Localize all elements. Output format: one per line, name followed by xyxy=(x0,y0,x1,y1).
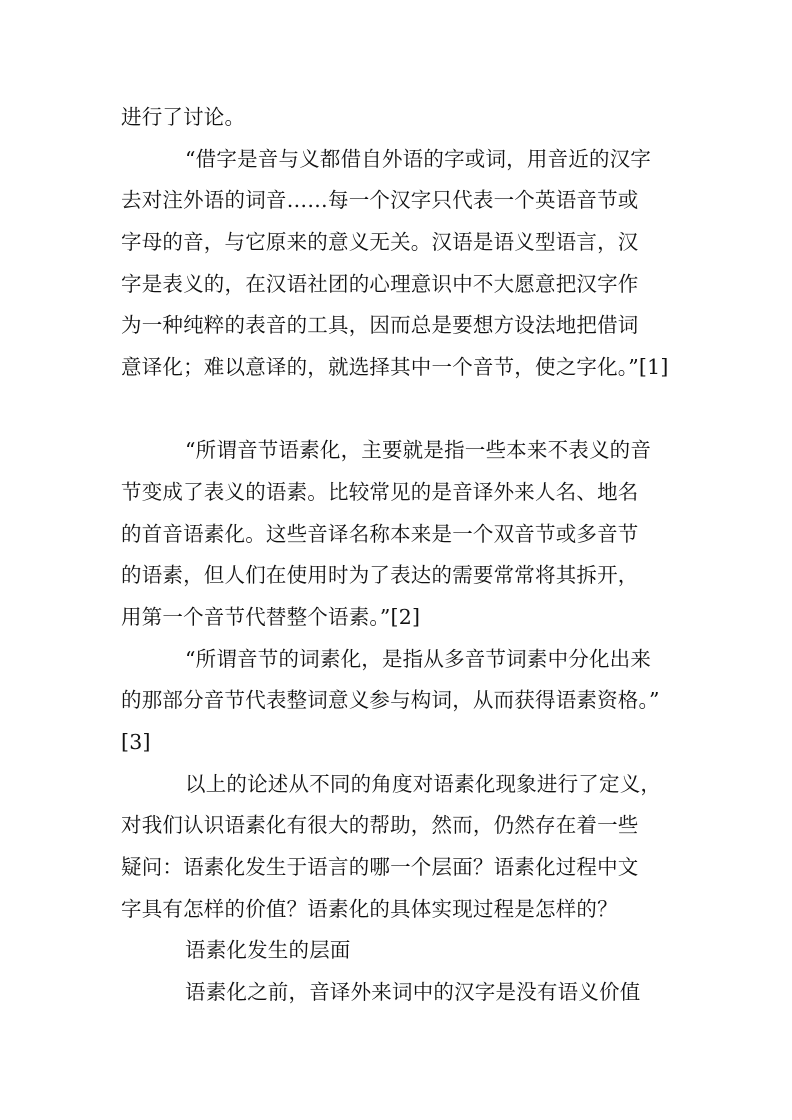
text-line: 字是表义的，在汉语社团的心理意识中不大愿意把汉字作 xyxy=(121,272,639,296)
text-line: 语素化之前，音译外来词中的汉字是没有语义价值 xyxy=(185,980,641,1004)
text-line: 语素化发生的层面 xyxy=(185,938,351,962)
text-line: 以上的论述从不同的角度对语素化现象进行了定义， xyxy=(185,772,662,796)
text-line: 用第一个音节代替整个语素。”[2] xyxy=(121,605,421,629)
text-line: 的那部分音节代表整词意义参与构词，从而获得语素资格。” xyxy=(121,688,660,712)
text-line: [3] xyxy=(121,730,151,754)
text-line: 为一种纯粹的表音的工具，因而总是要想方设法地把借词 xyxy=(121,313,639,337)
text-line: 进行了讨论。 xyxy=(121,105,246,129)
text-line: “所谓音节语素化，主要就是指一些本来不表义的音 xyxy=(185,438,652,462)
text-line: “所谓音节的词素化，是指从多音节词素中分化出来 xyxy=(185,647,652,671)
text-line: 对我们认识语素化有很大的帮助，然而，仍然存在着一些 xyxy=(121,813,639,837)
text-line: “借字是音与义都借自外语的字或词，用音近的汉字 xyxy=(185,147,652,171)
text-line: 去对注外语的词音……每一个汉字只代表一个英语音节或 xyxy=(121,188,639,212)
text-line: 节变成了表义的语素。比较常见的是音译外来人名、地名 xyxy=(121,480,639,504)
text-line: 字具有怎样的价值？语素化的具体实现过程是怎样的？ xyxy=(121,897,618,921)
text-line: 意译化；难以意译的，就选择其中一个音节，使之字化。”[1] xyxy=(121,355,669,379)
text-line: 的首音语素化。这些音译名称本来是一个双音节或多音节 xyxy=(121,522,639,546)
text-line: 疑问：语素化发生于语言的哪一个层面？语素化过程中文 xyxy=(121,855,639,879)
text-line: 的语素，但人们在使用时为了表达的需要常常将其拆开， xyxy=(121,563,639,587)
text-line: 字母的音，与它原来的意义无关。汉语是语义型语言，汉 xyxy=(121,230,639,254)
